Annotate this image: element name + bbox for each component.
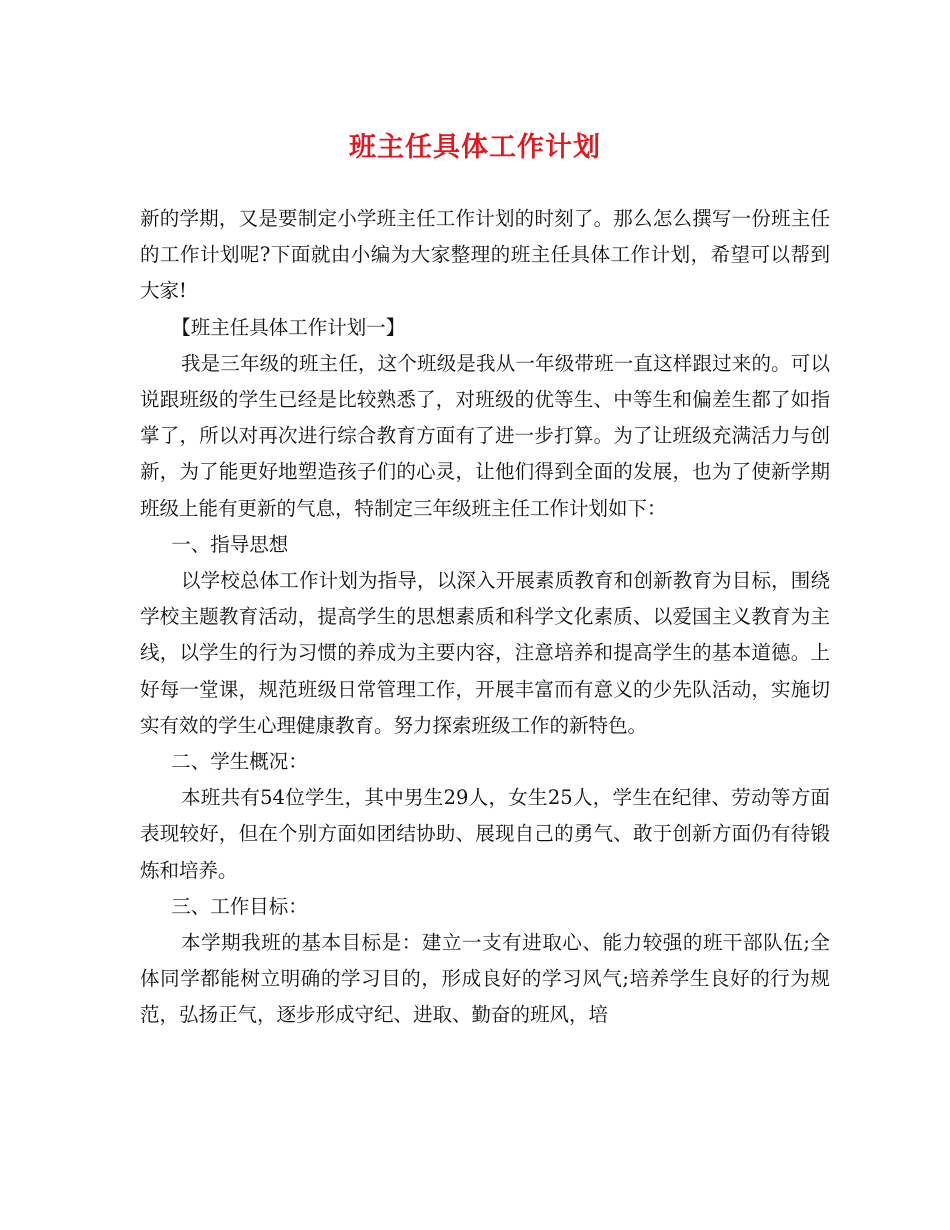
- intro-paragraph: 新的学期，又是要制定小学班主任工作计划的时刻了。那么怎么撰写一份班主任的工作计划呢?下面就由小编为大家整理的班主任具体工作计划，希望可以帮到大家!: [140, 207, 830, 303]
- section-heading-work-goals: 三、工作目标：: [171, 894, 308, 918]
- body-paragraph: 本班共有54位学生，其中男生29人，女生25人，学生在纪律、劳动等方面表现较好，但在个别方面如团结协助、展现自己的勇气、敢于创新方面仍有待锻炼和培养。: [140, 786, 830, 882]
- body-paragraph: 本学期我班的基本目标是：建立一支有进取心、能力较强的班干部队伍;全体同学都能树立明确的学习目的，形成良好的学习风气;培养学生良好的行为规范，弘扬正气，逐步形成守纪、进取、勤奋的班风，培: [140, 931, 830, 1027]
- document-title: 班主任具体工作计划: [349, 132, 601, 163]
- section-heading-guiding-ideology: 一、指导思想: [171, 532, 289, 556]
- body-paragraph: 我是三年级的班主任，这个班级是我从一年级带班一直这样跟过来的。可以说跟班级的学生已经是比较熟悉了，对班级的优等生、中等生和偏差生都了如指掌了，所以对再次进行综合教育方面有了进一步打算。为了让班级充满活力与创新，为了能更好地塑造孩子们的心灵，让他们得到全面的发展，也为了使新学期班级上能有更新的气息，特制定三年级班主任工作计划如下：: [140, 351, 830, 520]
- section-heading-student-overview: 二、学生概况：: [171, 750, 308, 774]
- body-paragraph: 以学校总体工作计划为指导，以深入开展素质教育和创新教育为目标，围绕学校主题教育活动，提高学生的思想素质和科学文化素质、以爱国主义教育为主线，以学生的行为习惯的养成为主要内容，注意培养和提高学生的基本道德。上好每一堂课，规范班级日常管理工作，开展丰富而有意义的少先队活动，实施切实有效的学生心理健康教育。努力探索班级工作的新特色。: [140, 569, 830, 737]
- section-heading-plan-one: 【班主任具体工作计划一】: [171, 315, 406, 339]
- document-body: [140, 201, 830, 1034]
